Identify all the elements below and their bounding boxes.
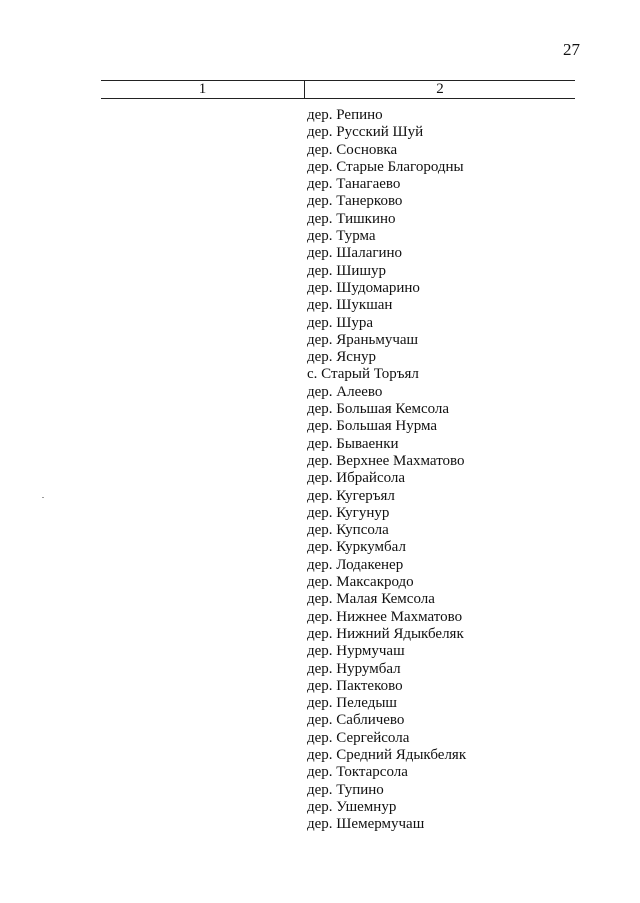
column-header-1: 1 [198, 81, 207, 97]
list-item: дер. Большая Кемсола [307, 401, 450, 418]
list-item: дер. Средний Ядыкбеляк [307, 746, 467, 763]
list-item: дер. Кугунур [307, 504, 390, 521]
column-header-2: 2 [436, 81, 444, 97]
list-item: дер. Тупино [307, 781, 384, 798]
list-item: дер. Старые Благородны [307, 158, 464, 175]
page-number: 27 [563, 40, 580, 59]
list-item: дер. Шура [307, 314, 374, 331]
table-header [101, 80, 575, 99]
list-item: дер. Яраньмучаш [307, 331, 419, 348]
list-item: дер. Шудомарино [307, 279, 420, 296]
list-item: дер. Русский Шуй [307, 124, 424, 141]
list-item: дер. Бываенки [307, 435, 399, 452]
list-item: дер. Шукшан [307, 297, 393, 314]
scan-speck [42, 497, 44, 498]
list-item: дер. Лодакенер [307, 556, 404, 573]
list-item: дер. Яснур [307, 349, 376, 366]
list-item: дер. Ушемнур [307, 798, 397, 815]
list-item: с. Старый Торъял [307, 366, 419, 383]
list-item: дер. Шемермучаш [307, 816, 425, 833]
list-item: дер. Пеледыш [307, 695, 397, 712]
list-item: дер. Нурмучаш [307, 643, 405, 660]
list-item: дер. Кугеръял [307, 487, 395, 504]
list-item: дер. Шалагино [307, 245, 403, 262]
list-item: дер. Сабличево [307, 712, 405, 729]
list-item: дер. Нижнее Махматово [307, 608, 463, 625]
list-item: дер. Танерково [307, 193, 403, 210]
list-item: дер. Пактеково [307, 677, 403, 694]
list-item: дер. Сосновка [307, 141, 398, 158]
list-item: дер. Куркумбал [307, 539, 406, 556]
list-item: дер. Нурумбал [307, 660, 401, 677]
list-item: дер. Турма [307, 228, 376, 245]
list-item: дер. Сергейсола [307, 729, 410, 746]
list-item: дер. Репино [307, 107, 383, 123]
list-item: дер. Ибрайсола [307, 470, 406, 487]
settlement-list [307, 107, 466, 833]
list-item: дер. Максакродо [307, 574, 414, 591]
list-item: дер. Верхнее Махматово [307, 452, 465, 469]
list-item: дер. Купсола [307, 522, 389, 539]
list-item: дер. Шишур [307, 262, 386, 279]
list-item: дер. Тишкино [307, 210, 396, 227]
list-item: дер. Большая Нурма [307, 418, 438, 435]
list-item: дер. Танагаево [307, 176, 401, 193]
list-item: дер. Нижний Ядыкбеляк [307, 625, 464, 642]
list-item: дер. Малая Кемсола [307, 591, 435, 608]
list-item: дер. Токтарсола [307, 764, 408, 781]
list-item: дер. Алеево [307, 383, 383, 400]
